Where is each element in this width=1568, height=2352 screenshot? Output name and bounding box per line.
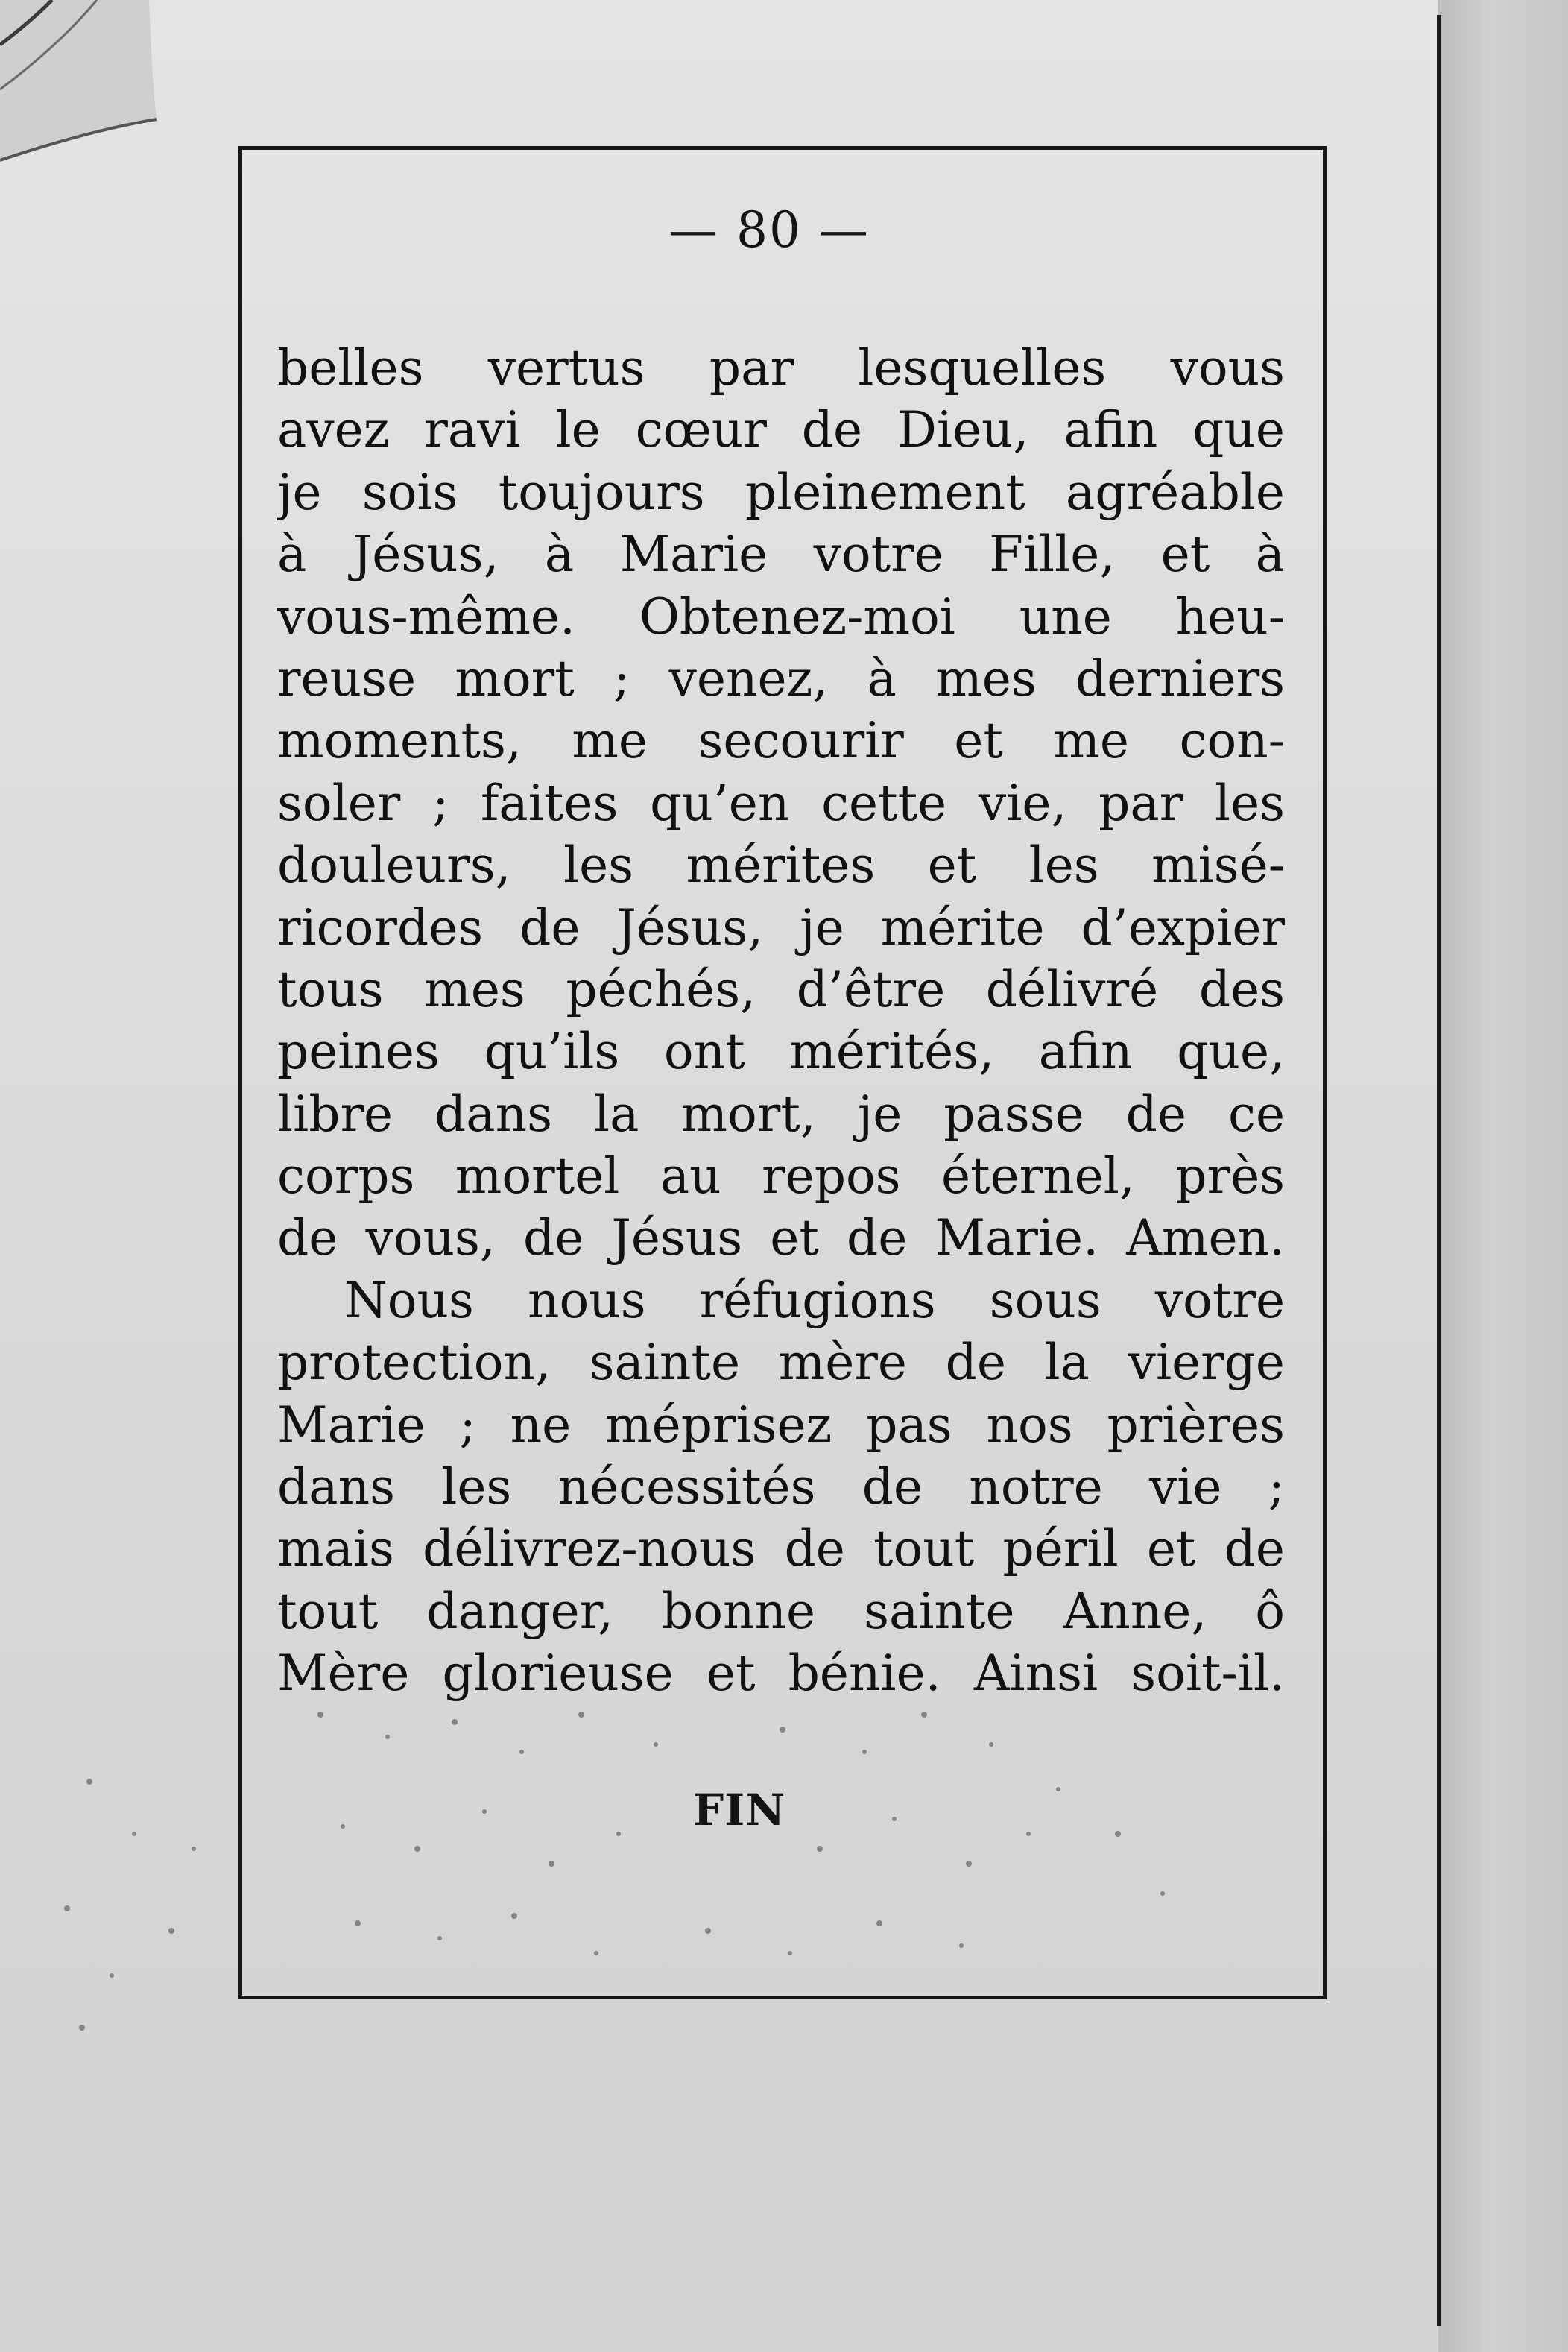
paragraph-start-line: Nous nous réfugions sous votre [344,1271,1285,1329]
text-line: de vous, de Jésus et de Marie. Amen. [277,1209,1285,1267]
text-line: douleurs, les mérites et les misé- [277,836,1285,895]
text-line: moments, me secourir et me con- [277,712,1285,770]
text-line: tous mes péchés, d’être délivré des [277,960,1285,1018]
text-line: Marie ; ne méprisez pas nos prières [277,1396,1285,1454]
text-line: mais délivrez-nous de tout péril et de [277,1520,1285,1578]
page-binding-line [1437,15,1441,2326]
fin-label: FIN [693,1785,786,1835]
text-line: peines qu’ils ont mérités, afin que, [277,1023,1285,1081]
next-page-edge [1438,0,1568,2352]
text-line: corps mortel au repos éternel, près [277,1147,1285,1205]
text-line: protection, sainte mère de la vierge [277,1334,1285,1392]
text-line: à Jésus, à Marie votre Fille, et à [277,526,1285,584]
text-line: libre dans la mort, je passe de ce [277,1085,1285,1143]
folded-corner [0,0,164,171]
page-number: — 80 — [668,201,870,259]
text-line: belles vertus par lesquelles vous [277,339,1285,397]
text-line: reuse mort ; venez, à mes derniers [277,649,1285,707]
text-line: avez ravi le cœur de Dieu, afin que [277,401,1285,459]
text-line: tout danger, bonne sainte Anne, ô [277,1582,1285,1640]
body-text [277,337,1285,1705]
text-line: je sois toujours pleinement agréable [277,463,1285,521]
text-line: vous-même. Obtenez-moi une heu- [277,587,1285,646]
text-line: soler ; faites qu’en cette vie, par les [277,774,1285,832]
text-line: Mère glorieuse et bénie. Ainsi soit-il. [277,1645,1285,1703]
text-line: ricordes de Jésus, je mérite d’expier [277,898,1285,956]
text-line: dans les nécessités de notre vie ; [277,1458,1285,1516]
